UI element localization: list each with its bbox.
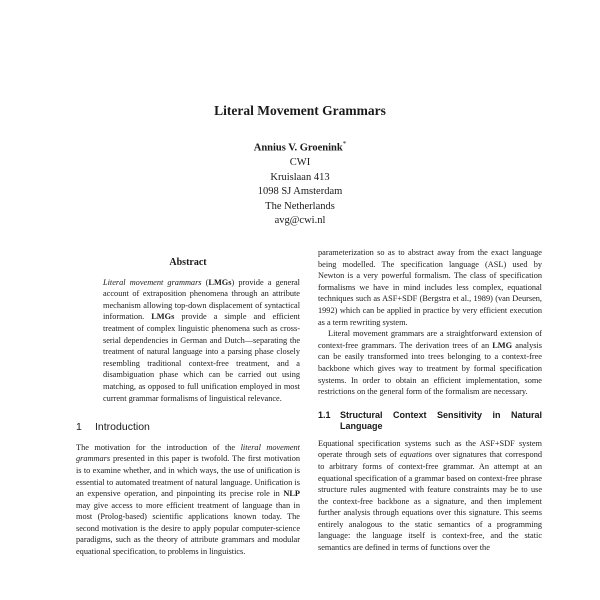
section-number: 1: [76, 421, 82, 434]
author-city: 1098 SJ Amsterdam: [257, 186, 343, 197]
right-para3-b: over signatures that correspond to arbitrary forms of context-free grammar. An attempt at an equational specification of a grammar based on context-free phrase structure rules augmented with feature constraints may be to use the context-free backbone as a signature, and then implement further analysis through equations over this signature. This seems entirely analogous to the static semantics of a programming language: the language itself is context-free, and the static semantics are defined in terms of functions over the: [318, 450, 542, 553]
right-para3-a: Equational specification systems such as the ASF+SDF system operate through sets of: [318, 438, 542, 460]
author-name-text: Annius V. Groenink: [253, 142, 343, 154]
subsection-heading: [318, 410, 542, 432]
author-block: [0, 137, 600, 229]
intro-text-a: The motivation for the introduction of the: [76, 442, 241, 452]
author-footnote-marker: *: [342, 140, 347, 148]
section-heading-introduction: [76, 422, 300, 434]
abstract-text-2: provide a simple and efficient treatment of complex linguistic phenomena such as cross-serial dependencies in German and Dutch—separating the treatment of natural language into a parsing phase closely resembling traditional context-free treatment, and a disambiguation phase which can be carried out using matching, as opposed to full unification employed in most current grammar formalisms of linguistical relevance.: [103, 312, 300, 403]
abstract-paragraph: Literal movement grammars (LMGs) provide a general account of extraposition phenomena through an attribute mechanism allowing top-down displacement of syntactical information. LMGs provide a simple and efficient treatment of complex linguistic phenomena such as cross-serial dependencies in German and Dutch—separating the treatment of natural language into a parsing phase closely resembling traditional context-free treatment, and a disambiguation phase which can be carried out using matching, as opposed to full unification employed in most current grammar formalisms of linguistical relevance.: [103, 277, 300, 403]
subsection-number: 1.1: [318, 409, 331, 420]
left-column: [76, 257, 300, 558]
right-equations: equations: [399, 450, 433, 460]
abstract-lmgs: LMGs: [151, 312, 175, 322]
right-column: [318, 247, 542, 554]
author-email: avg@cwi.nl: [274, 215, 326, 226]
right-para2-b: analysis can be easily transformed into trees belonging to a context-free backbone which gives way to treatment by formal specification systems. In order to obtain an efficient implementation, some restrictions on the general form of the formalism are necessary.: [318, 340, 542, 397]
paper-title: Literal Movement Grammars: [214, 103, 386, 118]
intro-term: literal movement grammars: [76, 442, 300, 464]
section-title: Introduction: [95, 421, 150, 434]
abstract-term: Literal movement grammars: [103, 277, 202, 287]
intro-text-b: presented in this paper is twofold. The first motivation is to examine whether, and in which ways, the use of unification is essential to automated treatment of natural language. Unification is an expensive operation, and pinpointing its precise role in: [76, 454, 300, 499]
subsection-title: Structural Context Sensitivity in Natural Language: [340, 409, 542, 431]
author-name: [0, 137, 600, 156]
right-lmg: LMG: [492, 340, 513, 350]
right-paragraph-2: [318, 328, 542, 398]
author-country: The Netherlands: [265, 200, 335, 212]
author-street: Kruislaan 413: [270, 171, 330, 183]
abstract-abbrev: LMGs: [208, 277, 232, 287]
intro-nlp: NLP: [283, 489, 300, 499]
right-paragraph-3: [318, 438, 542, 554]
abstract-text-1: provide a general account of extraposition phenomena through an attribute mechanism allowing top-down displacement of syntactical information.: [103, 277, 300, 322]
right-para2-a: Literal movement grammars are a straightforward extension of context-free grammars. The derivation trees of an: [318, 329, 542, 350]
abstract-body: [103, 277, 300, 405]
intro-text-c: may give access to more efficient treatment of language than in most (Prolog-based) scientific applications known today. The second motivation is the desire to apply popular computer-science paradigms, such as the theory of attribute grammars and modular equational specification, to problems in linguistics.: [76, 500, 300, 557]
intro-paragraph: [76, 442, 300, 558]
right-paragraph-1: parameterization so as to abstract away from the exact language being modelled. The specification language (ASL) used by Newton is a very powerful formalism. The class of specification formalisms we have in mind includes less complex, equational techniques such as ASF+SDF (Bergstra et al., 1989) (van Deursen, 1992) which can be applied in practice by very efficient execution as a term rewriting system.: [318, 248, 542, 327]
abstract-heading: Abstract: [169, 257, 207, 268]
author-affiliation: CWI: [289, 157, 311, 168]
